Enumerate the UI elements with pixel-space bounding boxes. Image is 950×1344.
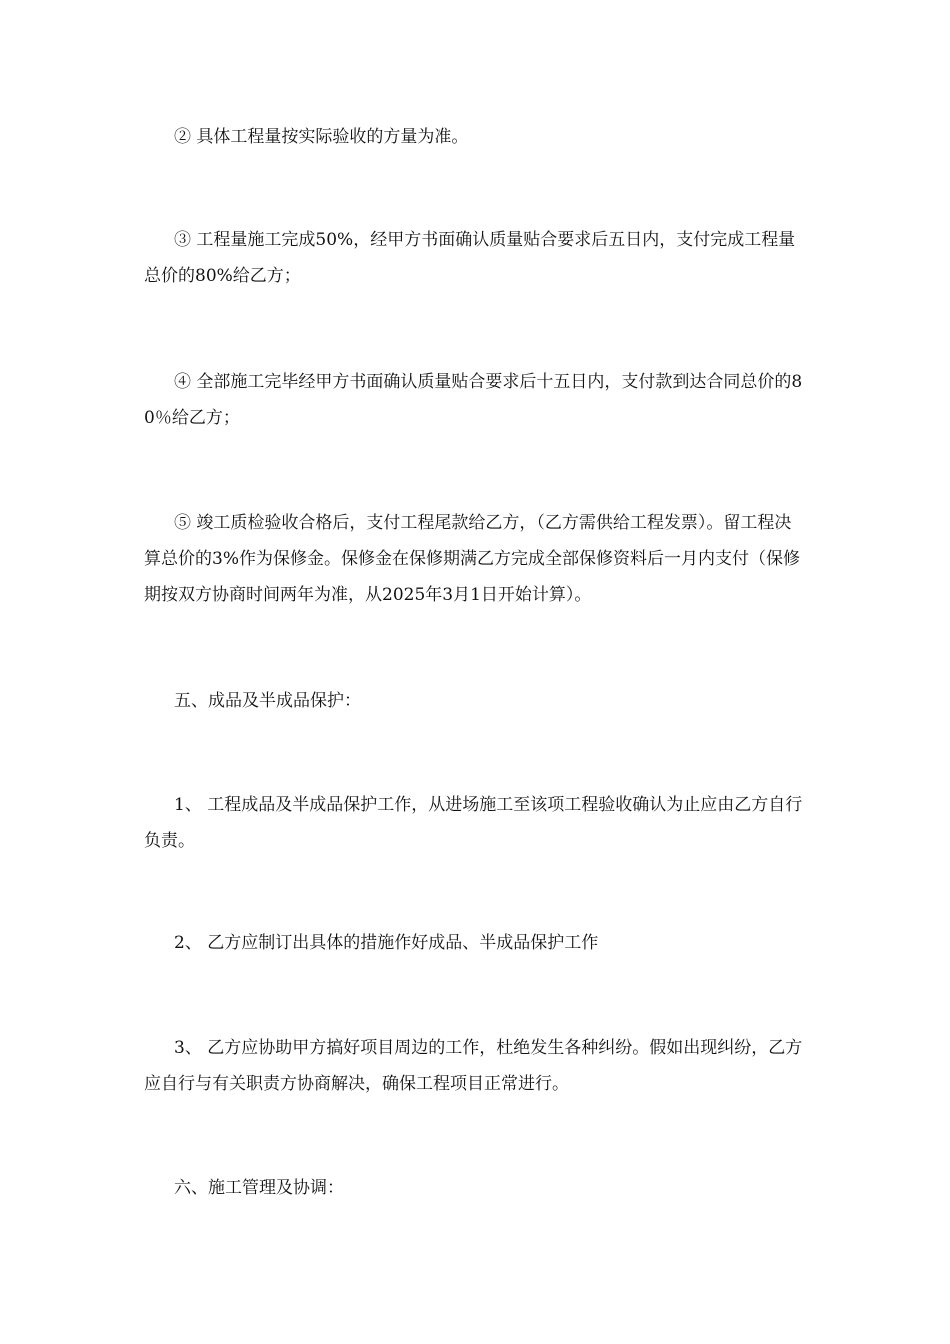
clause-4: ④ 全部施工完毕经甲方书面确认质量贴合要求后十五日内，支付款到达合同总价的80％给乙方； [144,372,803,428]
clause-2: ② 具体工程量按实际验收的方量为准。 [174,127,469,147]
section-6-heading: 六、施工管理及协调： [174,1178,344,1198]
clause-3: ③ 工程量施工完成50%，经甲方书面确认质量贴合要求后五日内，支付完成工程量总价的80%给乙方； [144,230,796,286]
clause-5: ⑤ 竣工质检验收合格后，支付工程尾款给乙方，（乙方需供给工程发票）。留工程决算总价的3%作为保修金。保修金在保修期满乙方完成全部保修资料后一月内支付（保修期按双方协商时间两年为准，从2025年3月1日开始计算）。 [144,513,800,605]
section-5-item-2: 2、 乙方应制订出具体的措施作好成品、半成品保护工作 [174,933,599,953]
section-5-item-3: 3、 乙方应协助甲方搞好项目周边的工作，杜绝发生各种纠纷。假如出现纠纷，乙方应自行与有关职责方协商解决，确保工程项目正常进行。 [144,1038,803,1094]
section-5-item-1: 1、 工程成品及半成品保护工作，从进场施工至该项工程验收确认为止应由乙方自行负责。 [144,795,803,851]
section-5-heading: 五、成品及半成品保护： [174,691,361,711]
